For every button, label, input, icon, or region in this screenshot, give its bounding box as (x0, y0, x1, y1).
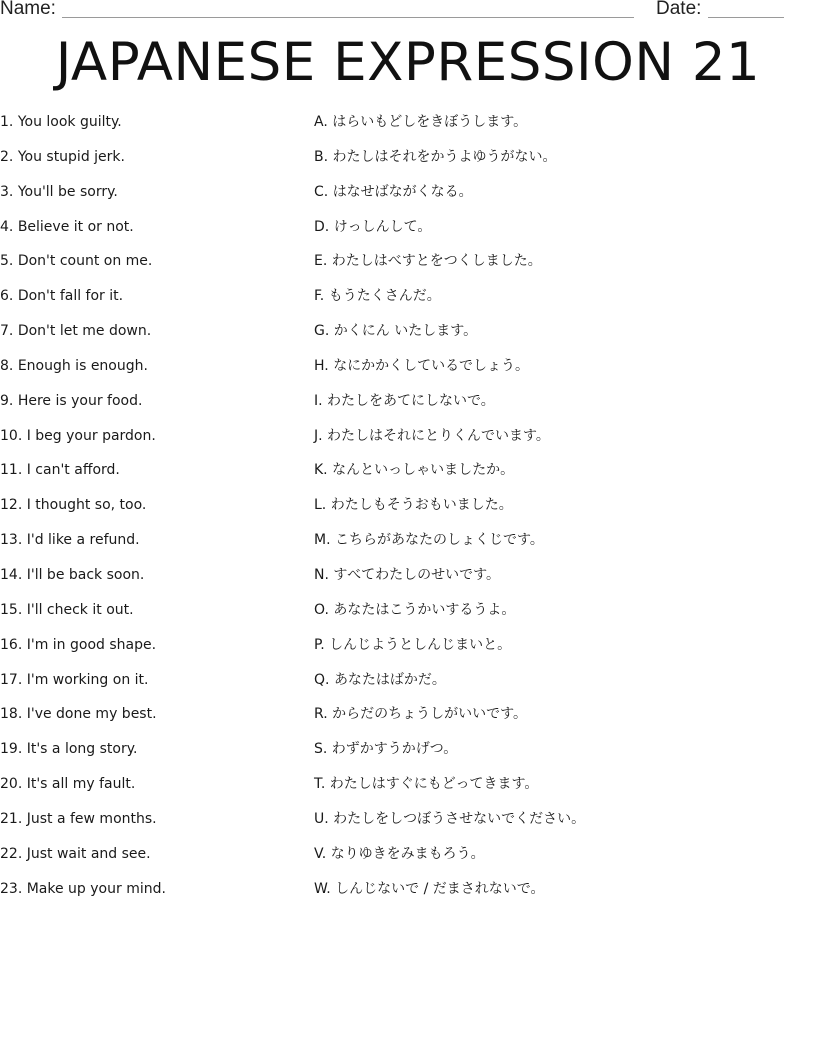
clue-item (0, 530, 300, 565)
answer-item (314, 600, 814, 635)
clue-text: I'm in good shape. (26, 636, 157, 653)
answer-letter: C. (314, 183, 329, 200)
answer-text: けっしんして。 (333, 218, 432, 235)
answer-text: わたしをあてにしないで。 (327, 392, 495, 409)
clue-item (0, 112, 300, 147)
clue-text: You look guilty. (17, 114, 122, 130)
clue-number: 23. (0, 880, 23, 897)
answer-text: しんじないで / だまされないで。 (335, 880, 545, 897)
answer-item (314, 704, 814, 739)
clue-number: 12. (0, 497, 23, 514)
answer-letter: W. (314, 880, 331, 897)
answer-letter: E. (314, 253, 328, 270)
answer-item (314, 809, 814, 844)
clue-item (0, 774, 300, 809)
clue-number: 6. (0, 288, 14, 305)
answer-letter: S. (314, 741, 328, 758)
answer-item (314, 879, 814, 914)
clue-number: 3. (0, 183, 14, 200)
answer-letter: D. (314, 218, 330, 235)
clue-item (0, 182, 300, 217)
clue-number: 14. (0, 566, 23, 583)
clue-item (0, 844, 300, 879)
clue-text: You stupid jerk. (17, 148, 125, 165)
answer-letter: R. (314, 706, 328, 723)
clue-text: You'll be sorry. (17, 183, 118, 200)
clue-item (0, 739, 300, 774)
answer-letter: K. (314, 462, 328, 479)
answer-letter: L. (314, 497, 327, 514)
clue-number: 2. (0, 148, 14, 165)
answer-text: からだのちょうしがいいです。 (332, 706, 528, 723)
answer-text: あなたはばかだ。 (333, 671, 446, 688)
answers-list (314, 112, 814, 913)
clue-text: Just wait and see. (26, 845, 151, 862)
clue-item (0, 251, 300, 286)
clue-text: Don't count on me. (17, 253, 153, 270)
date-label: Date: (656, 0, 702, 19)
answer-letter: B. (314, 148, 329, 165)
clue-number: 4. (0, 218, 14, 235)
answer-item (314, 739, 814, 774)
clue-text: I'm working on it. (26, 671, 149, 688)
answer-letter: Q. (314, 671, 330, 688)
clue-text: It's all my fault. (26, 776, 136, 793)
clue-number: 13. (0, 532, 23, 549)
clue-number: 18. (0, 706, 23, 723)
clue-text: Here is your food. (17, 392, 143, 409)
answer-text: なにかかくしているでしょう。 (333, 357, 530, 374)
answer-letter: J. (314, 427, 323, 444)
answer-letter: H. (314, 357, 329, 374)
answer-item (314, 670, 814, 705)
answer-letter: G. (314, 323, 330, 340)
worksheet-title: JAPANESE EXPRESSION 21 (55, 32, 761, 93)
clue-text: Don't let me down. (17, 323, 152, 340)
answer-item (314, 774, 814, 809)
name-label: Name: (0, 0, 56, 19)
clues-list (0, 112, 300, 913)
clue-text: I beg your pardon. (26, 427, 156, 444)
answer-text: わずかすうかげつ。 (331, 741, 458, 758)
answer-letter: M. (314, 532, 331, 549)
answer-text: わたしはそれにとりくんでいます。 (327, 427, 550, 444)
clue-text: I'll be back soon. (26, 566, 145, 583)
answer-item (314, 182, 814, 217)
clue-number: 9. (0, 392, 14, 409)
answer-letter: O. (314, 601, 329, 618)
clue-number: 21. (0, 810, 23, 827)
answer-letter: V. (314, 845, 327, 862)
answer-item (314, 460, 814, 495)
clue-text: I thought so, too. (26, 497, 147, 514)
name-blank-line (62, 17, 634, 18)
clue-item (0, 495, 300, 530)
answer-item (314, 147, 814, 182)
clue-item (0, 426, 300, 461)
answer-text: わたしはすぐにもどってきます。 (329, 776, 539, 793)
answer-text: はらいもどしをきぼうします。 (332, 114, 528, 130)
clue-number: 11. (0, 462, 23, 479)
answer-item (314, 495, 814, 530)
answer-text: もうたくさんだ。 (328, 288, 441, 305)
answer-text: しんじようとしんじまいと。 (329, 636, 512, 653)
clue-text: I've done my best. (26, 706, 157, 723)
answer-text: わたしもそうおもいました。 (330, 497, 513, 514)
clue-number: 8. (0, 357, 14, 374)
answer-text: あなたはこうかいするうよ。 (333, 601, 516, 618)
answer-item (314, 426, 814, 461)
clue-number: 20. (0, 776, 23, 793)
answer-letter: A. (314, 114, 328, 130)
clue-item (0, 600, 300, 635)
answer-item (314, 251, 814, 286)
answer-item (314, 391, 814, 426)
worksheet-header (0, 0, 816, 22)
answer-text: はなせばながくなる。 (332, 183, 473, 200)
answer-text: すべてわたしのせいです。 (333, 566, 500, 583)
clue-number: 7. (0, 323, 14, 340)
answer-item (314, 565, 814, 600)
answer-letter: P. (314, 636, 325, 653)
answer-item (314, 286, 814, 321)
clue-number: 1. (0, 114, 14, 130)
answer-letter: T. (314, 776, 326, 793)
clue-text: I'll check it out. (26, 601, 134, 618)
clue-item (0, 879, 300, 914)
clue-text: Enough is enough. (17, 357, 148, 374)
answer-item (314, 321, 814, 356)
clue-number: 5. (0, 253, 14, 270)
clue-text: I'd like a refund. (26, 532, 140, 549)
clue-item (0, 635, 300, 670)
clue-item (0, 321, 300, 356)
clue-item (0, 391, 300, 426)
clue-item (0, 217, 300, 252)
answer-item (314, 530, 814, 565)
answer-text: こちらがあなたのしょくじです。 (334, 532, 544, 549)
clue-text: Make up your mind. (26, 880, 166, 897)
clue-item (0, 565, 300, 600)
clue-text: I can't afford. (26, 462, 120, 479)
clue-number: 17. (0, 671, 23, 688)
answer-item (314, 356, 814, 391)
clue-text: Believe it or not. (17, 218, 134, 235)
answer-text: なりゆきをみまもろう。 (330, 845, 485, 862)
clue-number: 19. (0, 741, 23, 758)
answer-text: わたしはべすとをつくしました。 (331, 253, 542, 270)
clue-item (0, 809, 300, 844)
clue-number: 10. (0, 427, 23, 444)
answer-item (314, 635, 814, 670)
clue-item (0, 460, 300, 495)
clue-item (0, 670, 300, 705)
answer-text: かくにん いたします。 (333, 323, 478, 340)
clue-text: It's a long story. (26, 741, 138, 758)
answer-item (314, 217, 814, 252)
answer-item (314, 844, 814, 879)
clue-number: 15. (0, 601, 23, 618)
answer-item (314, 112, 814, 147)
clue-item (0, 356, 300, 391)
answer-text: わたしをしつぼうさせないでください。 (333, 810, 586, 827)
answer-letter: F. (314, 288, 325, 305)
answer-letter: U. (314, 810, 329, 827)
clue-item (0, 286, 300, 321)
clue-text: Just a few months. (26, 810, 157, 827)
clue-text: Don't fall for it. (17, 288, 124, 305)
answer-letter: I. (314, 392, 323, 409)
answer-text: わたしはそれをかうよゆうがない。 (332, 148, 557, 165)
clue-number: 22. (0, 845, 23, 862)
clue-item (0, 147, 300, 182)
date-blank-line (708, 17, 784, 18)
clue-number: 16. (0, 636, 23, 653)
clue-item (0, 704, 300, 739)
answer-letter: N. (314, 566, 329, 583)
answer-text: なんといっしゃいましたか。 (332, 462, 515, 479)
